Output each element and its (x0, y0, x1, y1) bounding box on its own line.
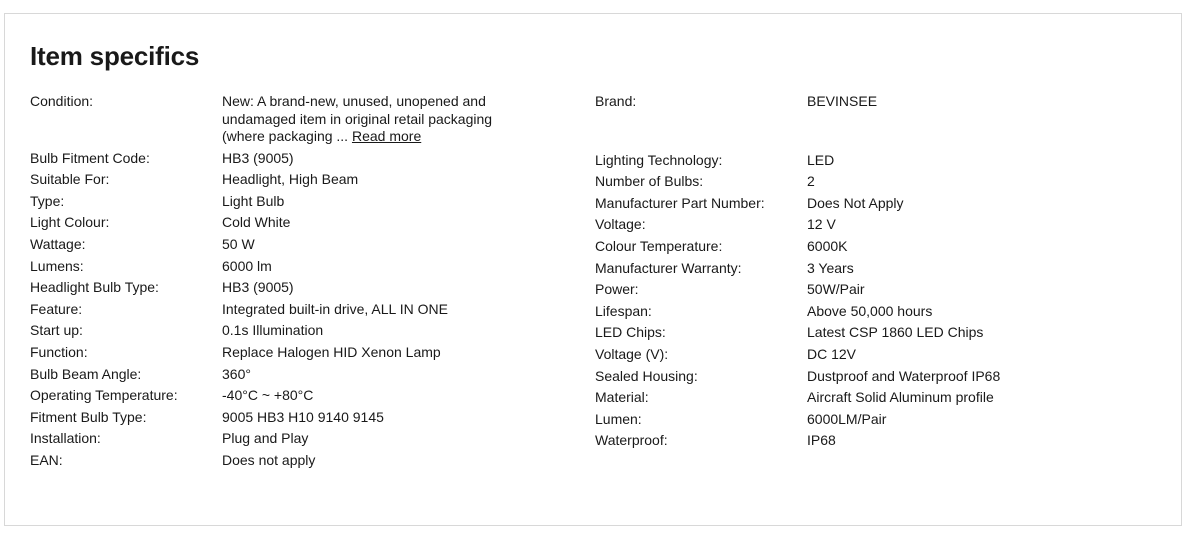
spec-value: HB3 (9005) (222, 279, 294, 296)
spec-label: Power: (595, 281, 639, 298)
spec-value: 6000K (807, 237, 848, 254)
spec-value: 0.1s Illumination (222, 322, 324, 339)
spec-label: Headlight Bulb Type: (30, 279, 159, 296)
spec-value: Above 50,000 hours (807, 302, 933, 319)
spec-value: Does Not Apply (807, 194, 904, 211)
spec-label: Feature: (30, 300, 83, 317)
spec-row (30, 366, 570, 384)
spec-row (30, 214, 570, 232)
spec-value: 12 V (807, 216, 836, 233)
spec-row (30, 150, 570, 168)
spec-value: Cold White (222, 214, 291, 231)
spec-label: Bulb Beam Angle: (30, 365, 142, 382)
spec-row (595, 346, 1155, 364)
spec-value: IP68 (807, 432, 836, 449)
spec-label: Type: (30, 192, 65, 209)
spec-value: Replace Halogen HID Xenon Lamp (222, 343, 441, 360)
spec-label: Number of Bulbs: (595, 173, 704, 190)
spec-row (595, 216, 1155, 234)
spec-row (595, 411, 1155, 429)
spec-value: 2 (807, 173, 815, 190)
spec-value (222, 93, 522, 146)
spec-row (595, 368, 1155, 386)
spec-label: Manufacturer Warranty: (595, 259, 742, 276)
spec-row (595, 173, 1155, 191)
spec-label: LED Chips: (595, 324, 666, 341)
spec-label: Lumens: (30, 257, 84, 274)
spec-row (30, 171, 570, 189)
spec-value: 360° (222, 365, 251, 382)
spec-row (30, 430, 570, 448)
spec-row (595, 432, 1155, 450)
spec-row (595, 303, 1155, 321)
spec-label: Waterproof: (595, 432, 668, 449)
spec-label: Lighting Technology: (595, 151, 723, 168)
spec-row (595, 324, 1155, 342)
spec-value: Light Bulb (222, 192, 285, 209)
spec-value: Aircraft Solid Aluminum profile (807, 389, 994, 406)
spec-value: DC 12V (807, 345, 857, 362)
spec-label: Operating Temperature: (30, 387, 178, 404)
spec-value: Integrated built-in drive, ALL IN ONE (222, 300, 448, 317)
spec-row (30, 452, 570, 470)
spec-label: Material: (595, 389, 649, 406)
spec-row (595, 389, 1155, 407)
item-specifics-panel (4, 13, 1182, 526)
spec-value: Does not apply (222, 451, 316, 468)
spec-label: Voltage (V): (595, 345, 669, 362)
spec-row (30, 279, 570, 297)
spec-row (30, 387, 570, 405)
spec-row (30, 344, 570, 362)
read-more-link[interactable]: Read more (351, 128, 422, 144)
spec-label: Voltage: (595, 216, 646, 233)
section-title: Item specifics (30, 41, 200, 71)
spec-label: Manufacturer Part Number: (595, 194, 765, 211)
spec-label: Suitable For: (30, 171, 110, 188)
spec-value: 50W/Pair (807, 281, 865, 298)
spec-value: LED (807, 151, 835, 168)
spec-label: Light Colour: (30, 214, 110, 231)
spec-row (30, 193, 570, 211)
spec-value: Latest CSP 1860 LED Chips (807, 324, 984, 341)
spec-label: Start up: (30, 322, 83, 339)
spec-label: Wattage: (30, 235, 86, 252)
spec-row (595, 195, 1155, 213)
spec-value: BEVINSEE (807, 93, 878, 109)
spec-value: HB3 (9005) (222, 149, 294, 166)
spec-row-condition (30, 93, 570, 146)
specs-right-column (595, 93, 1155, 454)
spec-label: Installation: (30, 430, 101, 447)
spec-label: Fitment Bulb Type: (30, 408, 147, 425)
specs-left-column (30, 93, 570, 474)
spec-value: Plug and Play (222, 430, 309, 447)
spec-label: Lumen: (595, 410, 642, 427)
spec-row (595, 152, 1155, 170)
spec-label: Lifespan: (595, 302, 652, 319)
spec-label: Condition: (30, 93, 94, 109)
spec-value: 3 Years (807, 259, 854, 276)
spec-value: Headlight, High Beam (222, 171, 359, 188)
spec-label: Brand: (595, 93, 637, 109)
spec-row (595, 281, 1155, 299)
spec-value: -40°C ~ +80°C (222, 387, 314, 404)
spec-value: 9005 HB3 H10 9140 9145 (222, 408, 384, 425)
spec-row-brand (595, 93, 1155, 111)
spec-row (30, 301, 570, 319)
spec-value: Dustproof and Waterproof IP68 (807, 367, 1001, 384)
spec-label: Sealed Housing: (595, 367, 698, 384)
spec-value: 50 W (222, 235, 255, 252)
spec-value: 6000 lm (222, 257, 272, 274)
spec-value: 6000LM/Pair (807, 410, 887, 427)
spec-label: Function: (30, 343, 88, 360)
condition-text: New: A brand-new, unused, unopened and undamaged item in original retail packaging (where packaging ... (222, 93, 493, 144)
spec-label: Colour Temperature: (595, 237, 723, 254)
spec-row (595, 238, 1155, 256)
spec-row (30, 258, 570, 276)
spec-row (30, 409, 570, 427)
spec-row (30, 236, 570, 254)
spec-row (595, 260, 1155, 278)
spec-row (30, 322, 570, 340)
spec-label: Bulb Fitment Code: (30, 149, 150, 166)
spec-label: EAN: (30, 451, 63, 468)
